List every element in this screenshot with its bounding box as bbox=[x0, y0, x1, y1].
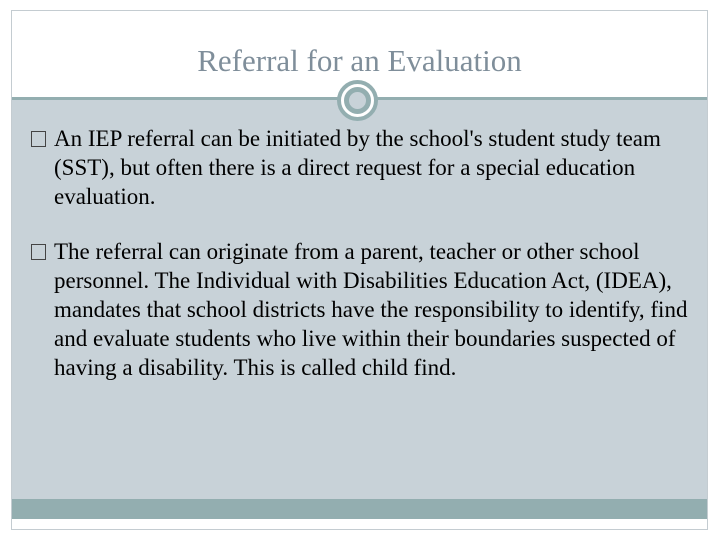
bullet-item-referral-initiation bbox=[30, 124, 690, 211]
bullet-list bbox=[30, 124, 690, 382]
slide-title: Referral for an Evaluation bbox=[197, 43, 522, 78]
footer-bar bbox=[12, 499, 707, 519]
bullet-item-referral-origin bbox=[30, 237, 690, 382]
square-bullet-icon bbox=[31, 131, 46, 147]
ring-icon bbox=[337, 80, 378, 121]
bullet-text: An IEP referral can be initiated by the school's student study team (SST), but often there is a direct request for a special education evaluation. bbox=[54, 126, 661, 209]
bullet-text: The referral can originate from a parent, teacher or other school personnel. The Individual with Disabilities Education Act, (IDEA), mandates that school districts have the responsibility to identify, find and evaluate students who live within their boundaries suspected of having a disability. This is called child find. bbox=[54, 239, 688, 380]
ring-inner bbox=[344, 87, 371, 114]
square-bullet-icon bbox=[31, 244, 46, 260]
